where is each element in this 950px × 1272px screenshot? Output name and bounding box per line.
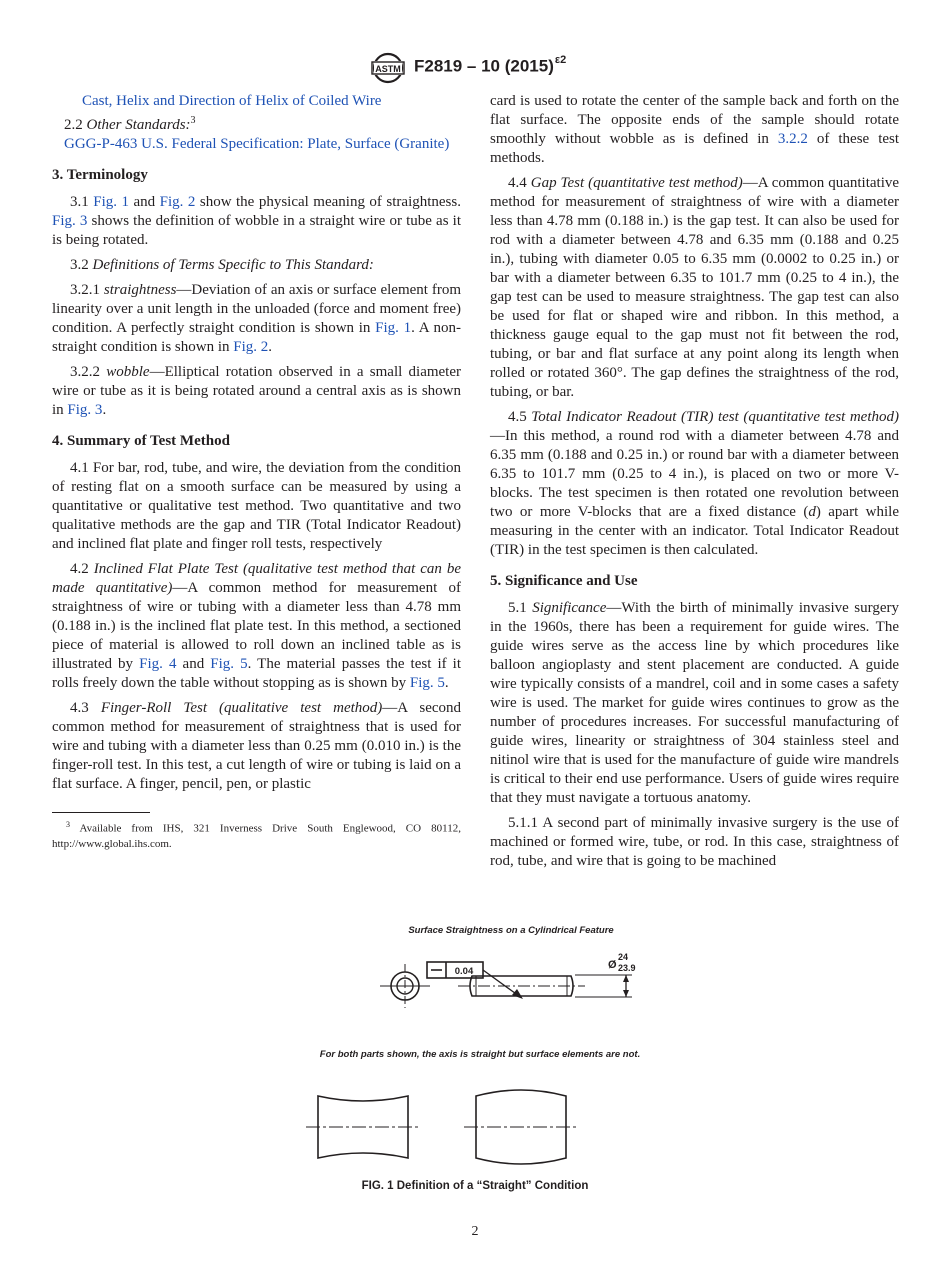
section-5-heading: 5. Significance and Use (490, 573, 638, 589)
leader-arrowhead (512, 989, 523, 999)
para-5-1-1: 5.1.1 A second part of minimally invasive surgery is the use of machined or formed wire, tube, or rod. In this case, straightness of rod, tube, and wire that is going to be machined (490, 815, 899, 869)
section-4-heading: 4. Summary of Test Method (52, 433, 230, 449)
end-view-circle (380, 964, 430, 1008)
para-3-2-2: 3.2.2 wobble—Elliptical rotation observed in a small diameter wire or tube as it is being rotated around a central axis as is shown in Fig. 3. (52, 364, 461, 418)
left-column (52, 92, 461, 852)
para-4-5: 4.5 Total Indicator Readout (TIR) test (quantitative test method)—In this method, a round rod with a diameter between 4.78 and 6.35 mm (0.188 and 0.25 in.) or round bar with a diameter between 6.35 to 101.7 mm (0.25 to 4 in.), is placed on two or more V-blocks. The test specimen is then rotated one revolution between two or more V-blocks that are a fixed distance (d) apart while measuring in the center with an indicator. Total Indicator Readout (TIR) in the test specimen is then calculated. (490, 409, 899, 558)
svg-text:ASTM: ASTM (375, 64, 401, 74)
fig3-link[interactable]: Fig. 3 (52, 213, 88, 229)
para-4-4: 4.4 Gap Test (quantitative test method)—A common quantitative method for measurement of straightness of wire with a diameter less than 4.78 mm (0.188 in.) is the gap test. It can also be used for rod with a diameter between 4.78 and 6.35 mm (0.188 and 0.25 in.), tubing with diameter 0.05 to 6.35 mm (0.0002 to 0.25 in.) or bar with a diameter between 6.35 to 101.7 mm (0.25 to 4 in.), the gap test can be used to measure straightness. The gap test can also be used for flat or shaped wire and ribbon. In this method, a thickness gauge equal to the gap must not fit between the rod, tubing, or bar and flat surface at any point along its length when rolled or rotated 360°. The gap defines the straightness of the rod, tubing, or bar. (490, 175, 900, 400)
side-view-cylinder (458, 975, 632, 997)
figure-1-caption: FIG. 1 Definition of a “Straight” Condition (361, 1180, 589, 1192)
para-5-1: 5.1 Significance—With the birth of minimally invasive surgery in the 1960s, there has been a requirement for guide wires. The guide wires serve as the access line by which procedures like balloon angioplasty and stent placement are conducted. A guide wire typically consists of a mandrel, coil and in some cases a safety wire is used. The market for guide wires continues to grow as the number of procedures increases. For successful manufacturing of guide wires, linearity or straightness of 304 stainless steel and nitinol wire that is used for the manufacture of guide wire mandrels is critical to their end use performance. Users of guide wires require that they must navigate a tortuous anatomy. (490, 600, 899, 806)
convex-part (464, 1090, 578, 1164)
right-column (490, 92, 899, 877)
ref-coiled-wire-link[interactable]: Cast, Helix and Direction of Helix of Coiled Wire (82, 93, 382, 109)
fig2-link[interactable]: Fig. 2 (233, 339, 269, 355)
tolerance-value: 0.04 (454, 966, 474, 977)
fig5-link[interactable]: Fig. 5 (409, 675, 445, 691)
para-4-2: 4.2 Inclined Flat Plate Test (qualitative test method that can be made quantitative)—A common method for measurement of straightness of wire or tubing with a diameter less than 4.78 mm (0.188 in.) is the inclined flat plate test. In this method, a sectioned piece of material is allowed to roll down an inclined table as is illustrated by Fig. 4 and Fig. 5. The material passes the test if it rolls freely down the table without stopping as is shown by Fig. 5. (52, 561, 462, 691)
fig2-link[interactable]: Fig. 2 (159, 194, 196, 210)
astm-logo-icon (368, 52, 408, 84)
section-3-heading: 3. Terminology (52, 167, 148, 183)
footnote-3: $^3$ Available from IHS, 321 Inverness Drive South Englewood, CO 80112, http://www.global.ihs.com. (52, 820, 461, 850)
para-3-1: 3.1 Fig. 1 and Fig. 2 show the physical meaning of straightness. Fig. 3 shows the definition of wobble in a straight wire or tube as it is being rotated. (52, 194, 462, 248)
leader-line (483, 970, 519, 996)
ggg-link[interactable]: GGG-P-463 (64, 136, 138, 152)
figure-1-drawing (0, 915, 950, 1200)
footnote-rule (52, 812, 150, 813)
ref-ggg-p-463: GGG-P-463 U.S. Federal Specification: Plate, Surface (Granite) (64, 136, 450, 152)
fig5-link[interactable]: Fig. 5 (210, 656, 248, 672)
figure-note: For both parts shown, the axis is straight but surface elements are not. (319, 1049, 641, 1060)
para-4-3-cont: card is used to rotate the center of the sample back and forth on the flat surface. The opposite ends of the sample should rotate smoothly without wobble as is defined in 3.2.2 of these test methods. (490, 93, 900, 166)
fig4-link[interactable]: Fig. 4 (139, 656, 177, 672)
fig3-link[interactable]: Fig. 3 (67, 402, 103, 418)
page-header (0, 52, 950, 86)
para-4-3: 4.3 Finger-Roll Test (qualitative test method)—A second common method for measurement of straightness that is used for wire and tubing with a diameter less than 0.25 mm (0.010 in.) is the finger-roll test. In this test, a cut length of wire or tubing is laid on a flat surface. A finger, pencil, pen, or plastic (52, 700, 462, 792)
para-4-1: 4.1 For bar, rod, tube, and wire, the deviation from the condition of resting flat on a smooth surface can be measured by using a quantitative or qualitative test method. Two quantitative and two qualitative methods are the gap and TIR (Total Indicator Readout) and inclined flat plate and finger roll tests, respectively (52, 460, 461, 552)
para-3-2: 3.2 Definitions of Terms Specific to This Standard: (70, 257, 374, 273)
page-number: 2 (471, 1224, 479, 1239)
diameter-lower-limit: 23.9 (618, 963, 636, 973)
figure-title: Surface Straightness on a Cylindrical Feature (408, 925, 614, 936)
diameter-symbol: Ø (608, 959, 617, 971)
document-designation: F2819 – 10 $(2015)^{\varepsilon 2}$ (414, 54, 567, 76)
fig1-link[interactable]: Fig. 1 (375, 320, 412, 336)
ref-other-standards: 2.2 Other Standards:$^3$ (64, 115, 196, 133)
section-3-2-2-link[interactable]: 3.2.2 (777, 131, 808, 147)
fig1-link[interactable]: Fig. 1 (93, 194, 129, 210)
referenced-documents (52, 92, 461, 154)
concave-part (306, 1096, 420, 1158)
diameter-upper-limit: 24 (618, 952, 629, 962)
para-3-2-1: 3.2.1 straightness—Deviation of an axis or surface element from linearity over a unit length in the unloaded (force and moment free) condition. A perfectly straight condition is shown in Fig. 1. A non-straight condition is shown in Fig. 2. (52, 282, 461, 355)
